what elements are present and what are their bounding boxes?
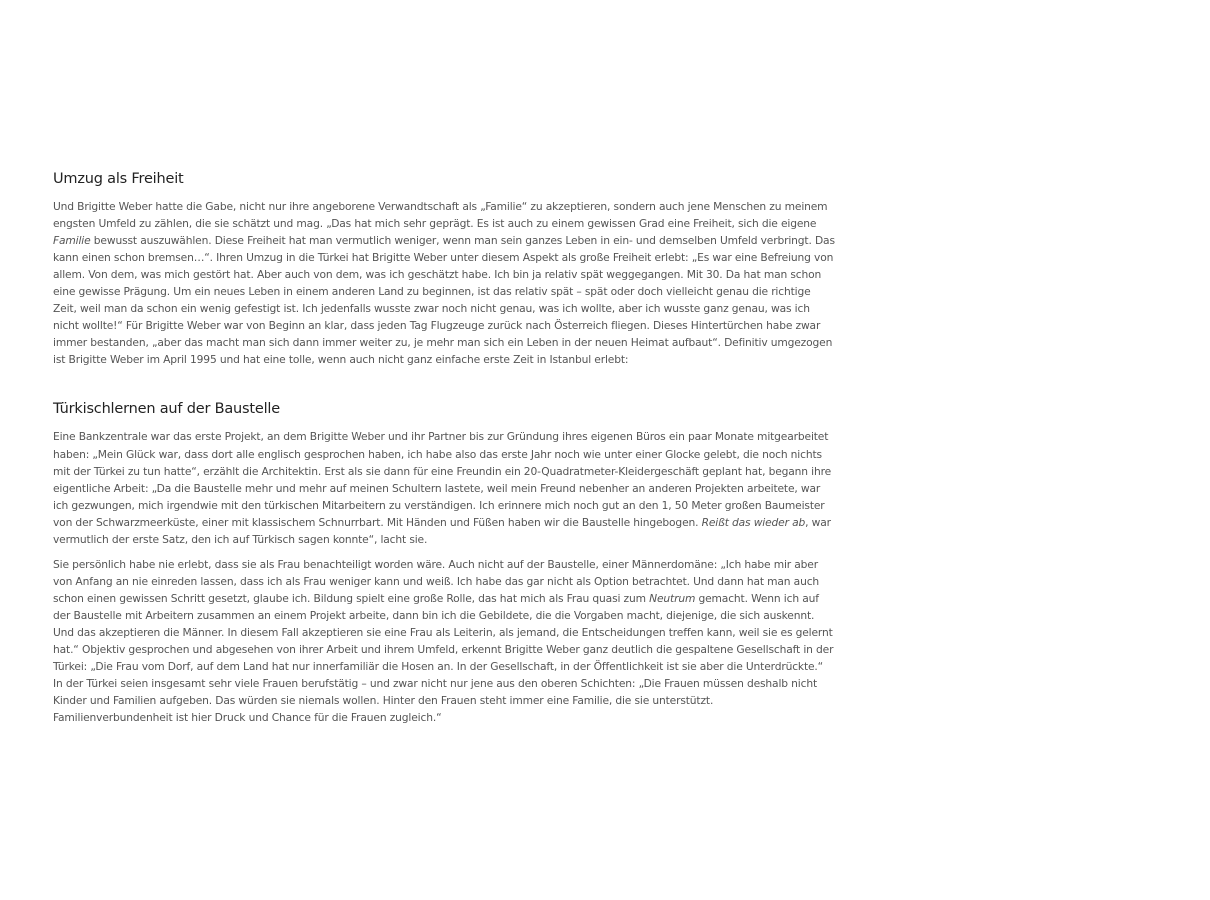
paragraph-text: Und Brigitte Weber hatte die Gabe, nicht nur ihre angeborene Verwandtschaft als „Familie“ zu akzeptieren, sondern auch jene Menschen zu meinem engsten Umfeld zu zählen, die sie schätzt und mag. „Das hat mich sehr geprägt. Es ist auch zu einem gewissen Grad eine Freiheit, sich die eigene: [53, 200, 828, 231]
paragraph-text: bewusst auszuwählen. Diese Freiheit hat man vermutlich weniger, wenn man sein ganzes Leben in ein- und demselben Umfeld verbringt. Das kann einen schon bremsen…“. Ihren Umzug in die Türkei hat Brigitte Weber unter diesem Aspekt als große Freiheit erlebt: „Es war eine Befreiung von allem. Von dem, was mich gestört hat. Aber auch von dem, was ich geschätzt habe. Ich bin ja relativ spät weggegangen. Mit 30. Da hat man schon eine gewisse Prägung. Um ein neues Leben in einem anderen Land zu beginnen, ist das relativ spät – spät oder doch vielleicht genau die richtige Zeit, weil man da schon ein wenig gefestigt ist. Ich jedenfalls wusste zwar noch nicht genau, was ich wollte, aber ich wusste ganz genau, was ich nicht wollte!“ Für Brigitte Weber war von Beginn an klar, dass jeden Tag Flugzeuge zurück nach Österreich fliegen. Dieses Hintertürchen habe zwar immer bestanden, „aber das macht man sich dann immer weiter zu, je mehr man sich ein Leben in der neuen Heimat aufbaut“. Definitiv umgezogen ist Brigitte Weber im April 1995 und hat eine tolle, wenn auch nicht ganz einfache erste Zeit in Istanbul erlebt:: [53, 234, 835, 367]
emphasis-text: Familie: [53, 234, 91, 248]
paragraph-text: , war vermutlich der erste Satz, den ich auf Türkisch sagen konnte“, lacht sie.: [53, 515, 831, 546]
paragraph-text: Sie persönlich habe nie erlebt, dass sie als Frau benachteiligt worden wäre. Auch nicht auf der Baustelle, einer Männerdomäne: „Ich habe mir aber von Anfang an nie einreden lassen, dass ich als Frau weniger kann und weiß. Ich habe das gar nicht als Option betrachtet. Und dann hat man auch schon einen gewissen Schritt gesetzt, glaube ich. Bildung spielt eine große Rolle, das hat mich als Frau quasi zum: [53, 557, 820, 605]
paragraph-bankzentrale: [53, 428, 835, 547]
emphasis-text: Neutrum: [649, 591, 696, 605]
section-title-tuerkischlernen: Türkischlernen auf der Baustelle: [53, 401, 280, 418]
paragraph-frau: [53, 556, 835, 726]
paragraph-text: gemacht. Wenn ich auf der Baustelle mit Arbeitern zusammen an einem Projekt arbeite, dann bin ich die Gebildete, die die Vorgaben macht, diejenige, die sich auskennt. Und das akzeptieren die Männer. In diesem Fall akzeptieren sie eine Frau als Leiterin, als jemand, die Entscheidungen treffen kann, weil sie es gelernt hat.“ Objektiv gesprochen und abgesehen von ihrer Arbeit und ihrem Umfeld, erkennt Brigitte Weber ganz deutlich die gespaltene Gesellschaft in der Türkei: „Die Frau vom Dorf, auf dem Land hat nur innerfamiliär die Hosen an. In der Gesellschaft, in der Öffentlichkeit ist sie aber die Unterdrückte.“ In der Türkei seien insgesamt sehr viele Frauen berufstätig – und zwar nicht nur jene aus den oberen Schichten: „Die Frauen müssen deshalb nicht Kinder und Familien aufgeben. Das würden sie niemals wollen. Hinter den Frauen steht immer eine Familie, die sie unterstützt. Familienverbundenheit ist hier Druck und Chance für die Frauen zugleich.“: [53, 591, 834, 725]
paragraph-umzug: [53, 198, 835, 368]
article-body: [53, 166, 835, 734]
emphasis-text: Reißt das wieder ab: [701, 515, 806, 529]
paragraph-text: Eine Bankzentrale war das erste Projekt, an dem Brigitte Weber und ihr Partner bis zur Gründung ihres eigenen Büros ein paar Monate mitgearbeitet haben: „Mein Glück war, dass dort alle englisch gesprochen haben, ich habe also das erste Jahr noch wie unter einer Glocke gelebt, die noch nichts mit der Türkei zu tun hatte“, erzählt die Architektin. Erst als sie dann für eine Freundin ein 20-Quadratmeter-Kleidergeschäft geplant hat, begann ihre eigentliche Arbeit: „Da die Baustelle mehr und mehr auf meinen Schultern lastete, weil mein Freund nebenher an anderen Projekten arbeitete, war ich gezwungen, mich irgendwie mit den türkischen Mitarbeitern zu verständigen. Ich erinnere mich noch gut an den 1, 50 Meter großen Baumeister von der Schwarzmeerküste, einer mit klassischem Schnurrbart. Mit Händen und Füßen haben wir die Baustelle hingebogen.: [53, 430, 832, 529]
section-title-umzug: Umzug als Freiheit: [53, 171, 184, 187]
